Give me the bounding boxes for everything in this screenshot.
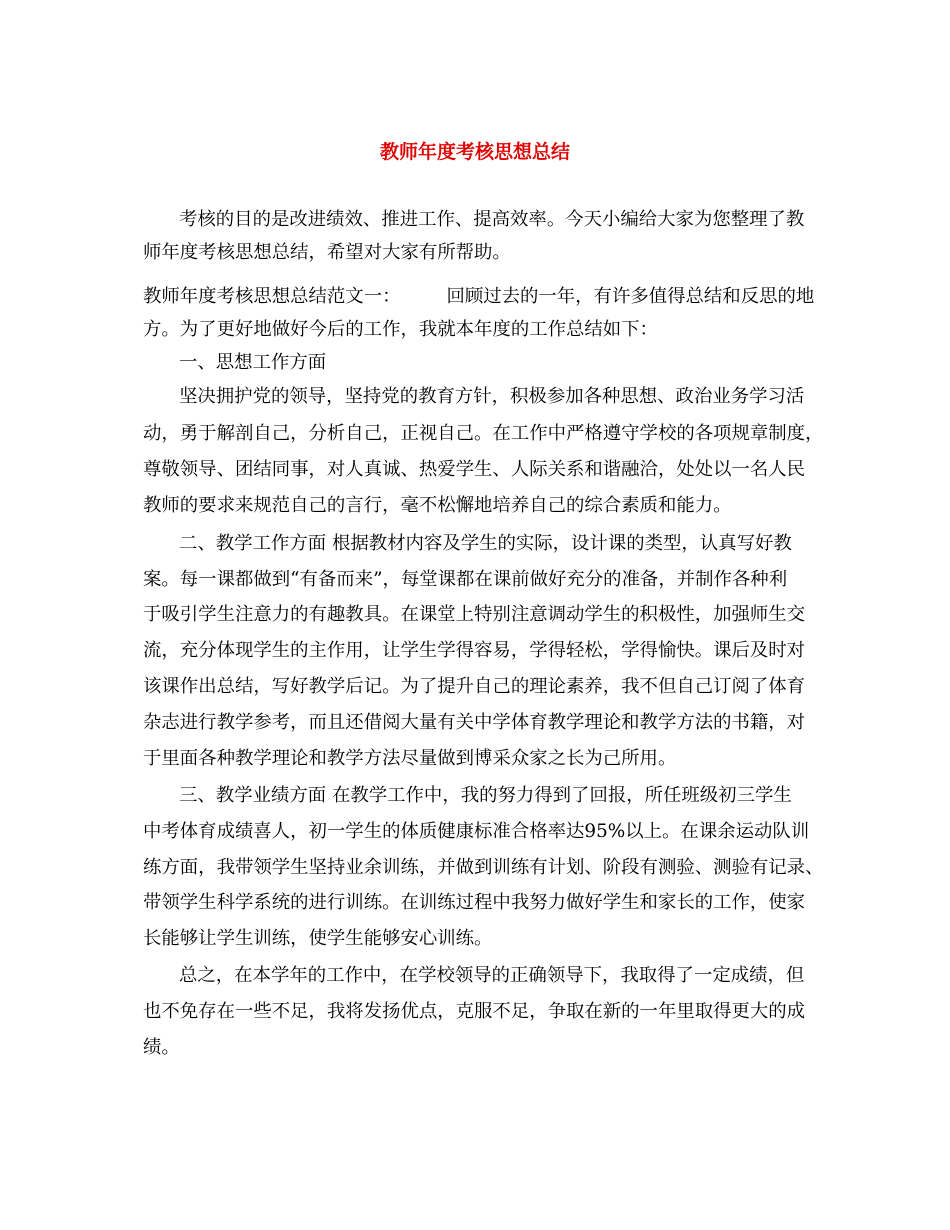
paragraph-line: 动，勇于解剖自己，分析自己，正视自己。在工作中严格遵守学校的各项规章制度，	[143, 423, 824, 444]
paragraph-line: 方。为了更好地做好今后的工作，我就本年度的工作总结如下：	[143, 319, 658, 340]
paragraph-line: 杂志进行教学参考，而且还借阅大量有关中学体育教学理论和教学方法的书籍，对	[143, 712, 806, 733]
paragraph-line: 也不免存在一些不足，我将发扬优点，克服不足，争取在新的一年里取得更大的成	[143, 1001, 806, 1022]
paragraph-line: 教师年度考核思想总结范文一： 回顾过去的一年，有许多值得总结和反思的地	[143, 286, 815, 307]
paragraph-line: 二、教学工作方面 根据教材内容及学生的实际，设计课的类型，认真写好教	[179, 533, 792, 554]
paragraph-line: 该课作出总结，写好教学后记。为了提升自己的理论素养，我不但自己订阅了体育	[143, 676, 806, 697]
paragraph-line: 流，充分体现学生的主作用，让学生学得容易，学得轻松，学得愉快。课后及时对	[143, 640, 806, 661]
paragraph-line: 于吸引学生注意力的有趣教具。在课堂上特别注意调动学生的积极性，加强师生交	[143, 604, 806, 625]
paragraph-line: 练方面，我带领学生坚持业余训练，并做到训练有计划、阶段有测验、测验有记录、	[143, 857, 824, 878]
paragraph-line: 师年度考核思想总结，希望对大家有所帮助。	[143, 242, 511, 263]
paragraph-line: 中考体育成绩喜人，初一学生的体质健康标准合格率达95%以上。在课余运动队训	[143, 821, 810, 842]
paragraph-line: 绩。	[143, 1037, 180, 1058]
paragraph-line: 考核的目的是改进绩效、推进工作、提高效率。今天小编给大家为您整理了教	[179, 209, 805, 230]
paragraph-line: 教师的要求来规范自己的言行，毫不松懈地培养自己的综合素质和能力。	[143, 495, 732, 516]
paragraph-line: 总之，在本学年的工作中，在学校领导的正确领导下，我取得了一定成绩，但	[179, 965, 805, 986]
section-heading: 一、思想工作方面	[179, 352, 327, 373]
paragraph-line: 尊敬领导、团结同事，对人真诚、热爱学生、人际关系和谐融洽，处处以一名人民	[143, 459, 806, 480]
paragraph-line: 案。每一课都做到“有备而来”，每堂课都在课前做好充分的准备，并制作各种利	[143, 569, 788, 590]
paragraph-line: 带领学生科学系统的进行训练。在训练过程中我努力做好学生和家长的工作，使家	[143, 892, 806, 913]
paragraph-line: 坚决拥护党的领导，坚持党的教育方针，积极参加各种思想、政治业务学习活	[179, 386, 805, 407]
paragraph-line: 三、教学业绩方面 在教学工作中，我的努力得到了回报，所任班级初三学生	[179, 785, 792, 806]
paragraph-line: 于里面各种教学理论和教学方法尽量做到博采众家之长为己所用。	[143, 748, 677, 769]
document-title: 教师年度考核思想总结	[379, 141, 570, 163]
paragraph-line: 长能够让学生训练，使学生能够安心训练。	[143, 928, 493, 949]
